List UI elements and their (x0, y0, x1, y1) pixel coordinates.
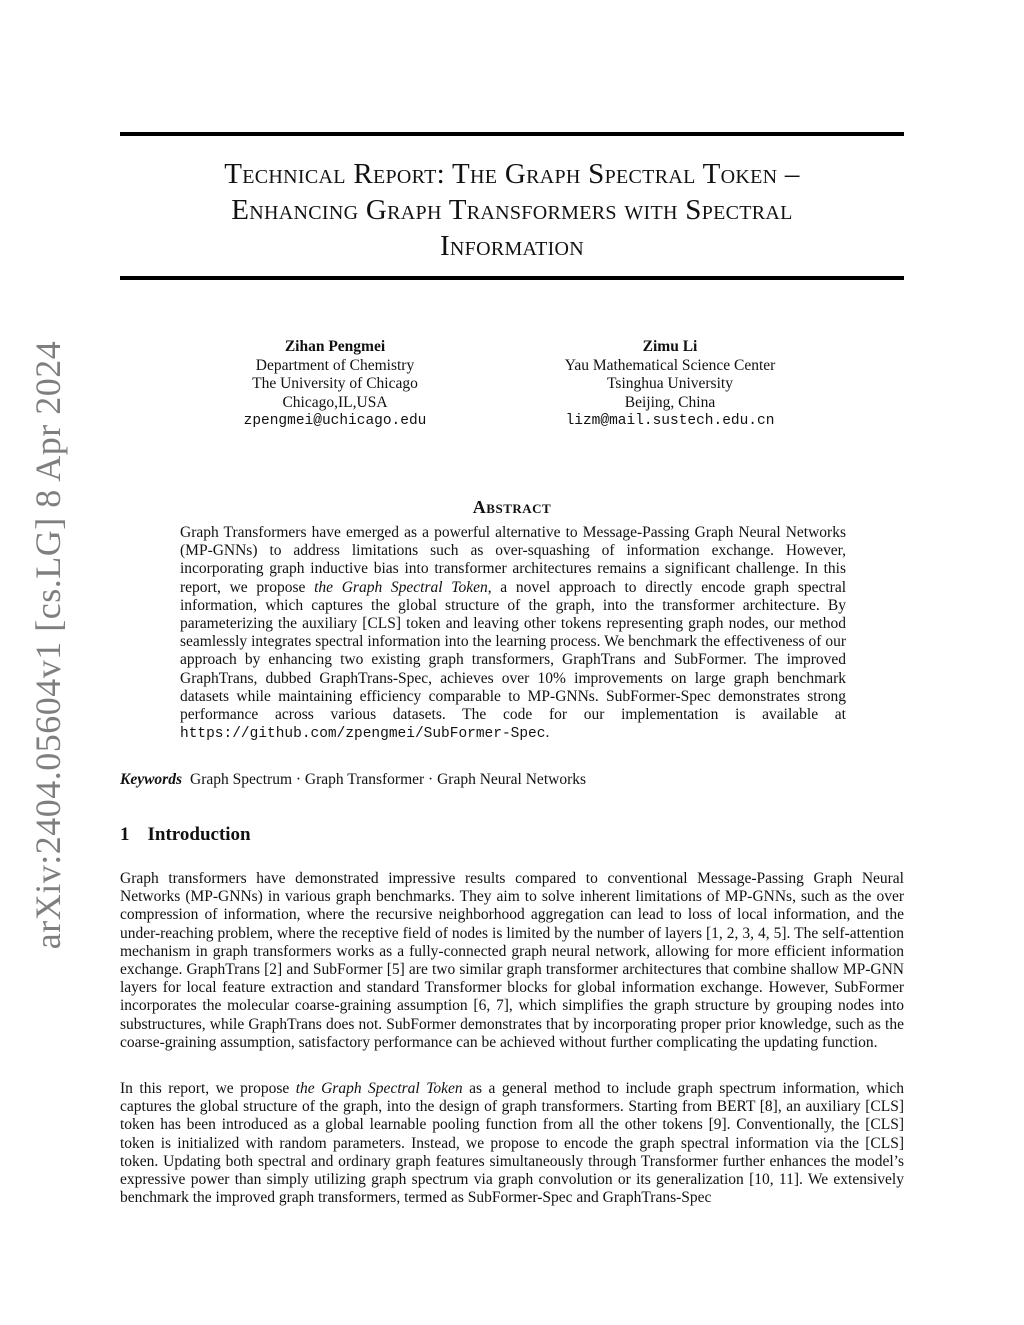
section-title: Introduction (147, 824, 251, 845)
author-institution: Tsinghua University (607, 375, 733, 392)
intro-p2-emphasis: the Graph Spectral Token (295, 1080, 463, 1097)
paper-title (130, 156, 894, 264)
author-department: Department of Chemistry (255, 356, 415, 374)
section-heading (120, 824, 251, 846)
intro-p2-part-1: In this report, we propose (120, 1080, 296, 1097)
author-2 (540, 338, 800, 431)
title-line-2: Enhancing Graph Transformers with Spectral (231, 194, 793, 226)
keywords-text: Graph Spectrum · Graph Transformer · Graph Neural Networks (190, 771, 587, 788)
author-location: Chicago,IL,USA (282, 393, 388, 411)
author-institution: The University of Chicago (252, 375, 418, 392)
author-email: zpengmei@uchicago.edu (243, 413, 427, 429)
intro-paragraph-2 (120, 1080, 904, 1207)
section-number: 1 (120, 824, 130, 845)
abstract-part-1: Graph Transformers have emerged as a powerful alternative to Message-Passing Graph Neural Networks (MP-GNNs) to address limitations such as over-squashing of information exchange. However, incorporating graph inductive bias into transformer architectures remains a significant challenge. In this report, we propose (180, 524, 846, 596)
author-1 (205, 338, 465, 431)
code-url: https://github.com/zpengmei/SubFormer-Spec (180, 726, 546, 743)
abstract-emphasis: the Graph Spectral Token (314, 578, 488, 596)
abstract-part-2: , a novel approach to directly encode graph spectral information, which captures the global structure of the graph, into the transformer architecture. By parameterizing the auxiliary [CLS] token and leaving other tokens representing graph nodes, our method seamlessly integrates spectral information into the learning process. We benchmark the effectiveness of our approach by enhancing two existing graph transformers, GraphTrans and SubFormer. The improved GraphTrans, dubbed GraphTrans-Spec, achieves over 10% improvements on large graph benchmark datasets while maintaining efficiency comparable to MP-GNNs. SubFormer-Spec demonstrates strong performance across various datasets. The code for our implementation is available at (180, 578, 847, 724)
keywords-line (120, 771, 904, 789)
author-name: Zimu Li (642, 338, 698, 355)
author-department: Yau Mathematical Science Center (564, 356, 776, 374)
intro-paragraph-1: Graph transformers have demonstrated impressive results compared to conventional Message-Passing Graph Neural Networks (MP-GNNs) in various graph benchmarks. They aim to solve inherent limitations of MP-GNNs, such as the over compression of information, where the recursive neighborhood aggregation can lead to loss of local information, and the under-reaching problem, where the receptive field of nodes is limited by the number of layers [1, 2, 3, 4, 5]. The self-attention mechanism in graph transformers works as a fully-connected graph neural network, allowing for more efficient information exchange. GraphTrans [2] and SubFormer [5] are two similar graph transformer architectures that combine shallow MP-GNN layers for local feature extraction and standard Transformer blocks for global information exchange. However, SubFormer incorporates the molecular coarse-graining assumption [6, 7], which simplifies the graph structure by grouping nodes into substructures, while GraphTrans does not. SubFormer demonstrates that by incorporating proper prior knowledge, such as the coarse-graining assumption, satisfactory performance can be achieved without further complicating the updating function. (120, 870, 904, 1051)
arxiv-stamp-text: arXiv:2404.05604v1 [cs.LG] 8 Apr 2024 (28, 340, 69, 950)
abstract-text (180, 524, 846, 743)
author-location: Beijing, China (624, 393, 716, 411)
author-email: lizm@mail.sustech.edu.cn (565, 413, 775, 429)
intro-p2-part-2: as a general method to include graph spectrum information, which captures the global structure of the graph, into the design of graph transformers. Starting from BERT [8], an auxiliary [CLS] token has been introduced as a global learnable pooling function from all the other tokens [9]. Conventionally, the [CLS] token is initialized with random parameters. Instead, we propose to encode the graph spectral information via the [CLS] token. Updating both spectral and ordinary graph features simultaneously through Transformer further enhances the model’s expressive power than simply utilizing graph spectrum via graph convolution or its generalization [10, 11]. We extensively benchmark the improved graph transformers, termed as SubFormer-Spec and GraphTrans-Spec (120, 1080, 904, 1207)
abstract-end: . (545, 724, 550, 742)
title-bottom-rule (120, 276, 904, 280)
title-top-rule (120, 132, 904, 136)
title-line-3: Information (439, 230, 585, 262)
title-line-1: Technical Report: The Graph Spectral Token – (224, 158, 800, 190)
arxiv-identifier-stamp (18, 340, 78, 950)
abstract-heading: Abstract (472, 497, 552, 517)
keywords-label: Keywords (120, 771, 182, 788)
author-name: Zihan Pengmei (284, 338, 386, 355)
